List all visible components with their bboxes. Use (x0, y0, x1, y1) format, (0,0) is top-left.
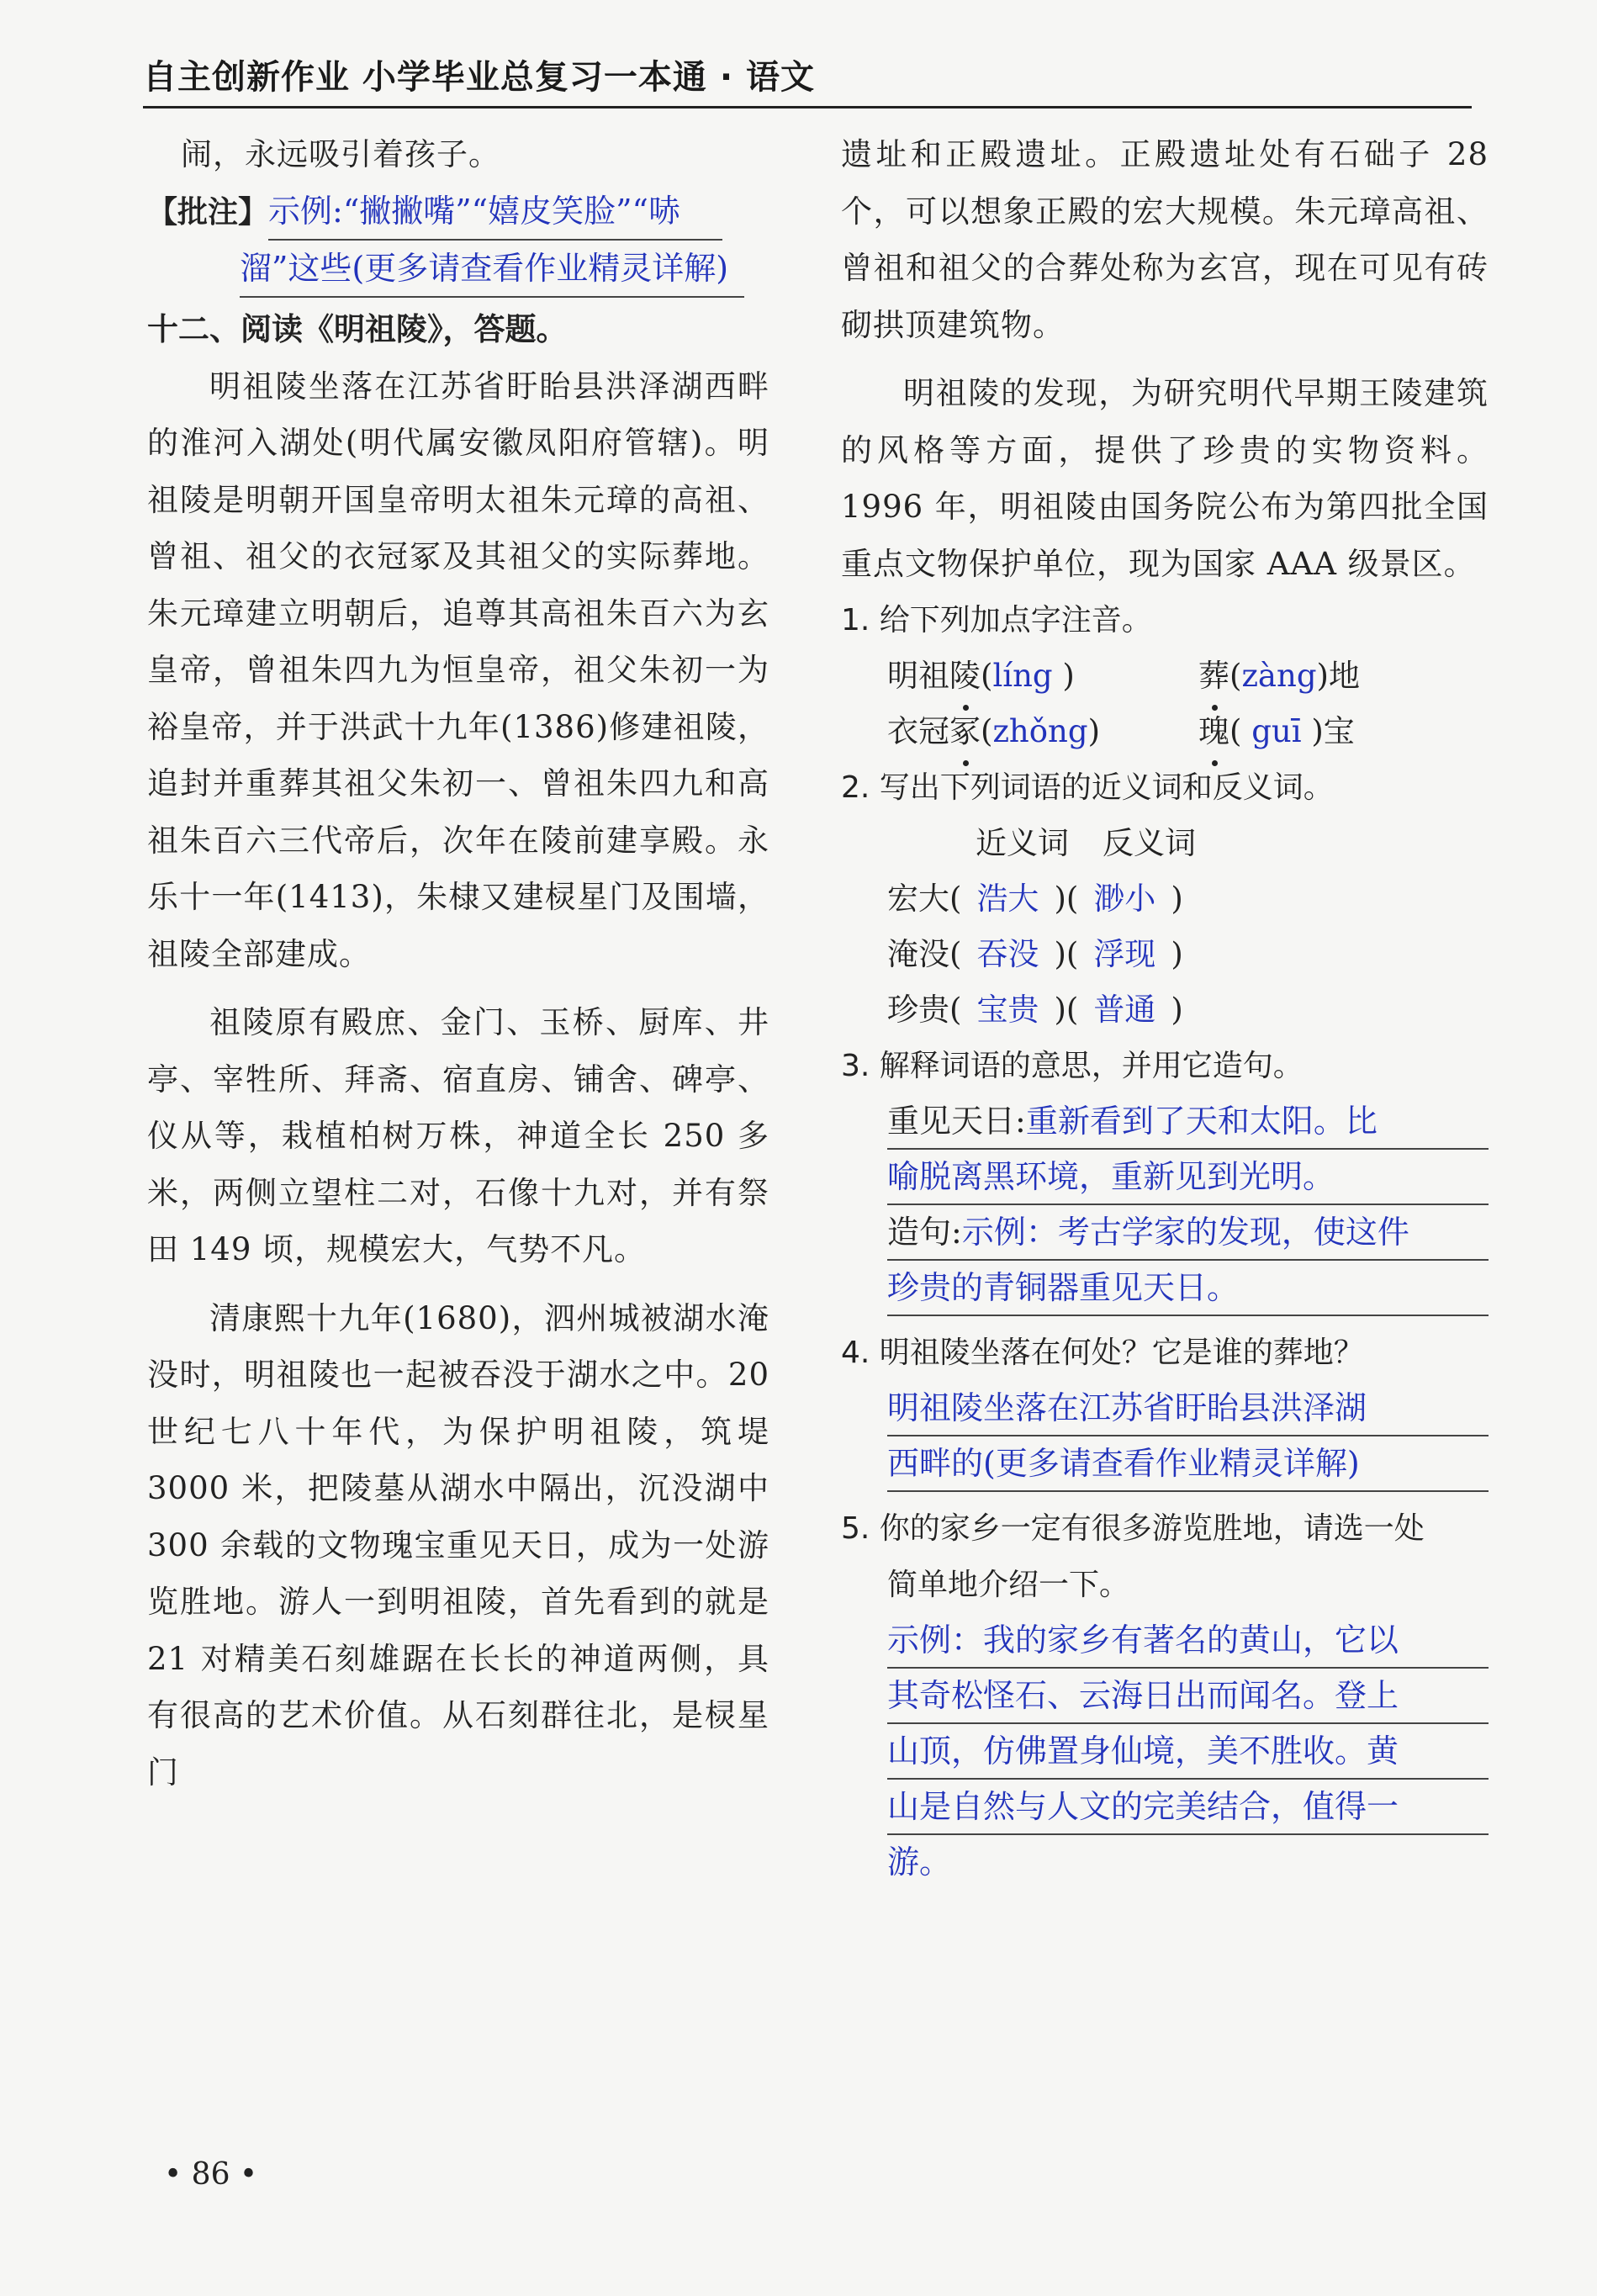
q3-meaning-line2: 喻脱离黑环境，重新见到光明。 (887, 1150, 1489, 1205)
q1-item-zang: 葬(zàng)地 (1198, 648, 1518, 704)
left-paragraph-3: 清康熙十九年(1680)，泗州城被湖水淹没时，明祖陵也一起被吞没于湖水之中。20 世纪七八十年代，为保护明祖陵，筑堤 3000 米，把陵墓从湖水中隔出，沉没湖中 300 余载的文物瑰宝重见天日，成为一处游览胜地。游人一到明祖陵，首先看到的就是 21 对精美石刻雄踞在长长的神道两侧，具有很高的艺术价值。从石刻群往北，是棂星门 (147, 1299, 769, 1791)
pinyin-answer: guī (1251, 713, 1302, 749)
pinyin-answer: líng (992, 658, 1053, 694)
q2-table (841, 871, 1489, 1038)
q1-item-zhong: 衣冠冢(zhǒng) (887, 704, 1198, 759)
right-paragraph-1: 遗址和正殿遗址。正殿遗址处有石础子 28 个，可以想象正殿的宏大规模。朱元璋高祖、曾祖和祖父的合葬处称为玄宫，现在可见有砖砌拱顶建筑物。 (841, 136, 1489, 343)
q2-header: 近义词 反义词 (976, 825, 1196, 861)
q1-item-ling: 明祖陵(líng ) (887, 648, 1198, 704)
question-4: 4. 明祖陵坐落在何处？它是谁的葬地？ (841, 1336, 1364, 1370)
q5-answer: 示例：我的家乡有著名的黄山，它以 其奇松怪石、云海日出而闻名。登上 山顶，仿佛置身仙境，美不胜收。黄 山是自然与人文的完美结合，值得一 游。 (841, 1613, 1489, 1889)
left-paragraph-1: 明祖陵坐落在江苏省盱眙县洪泽湖西畔的淮河入湖处(明代属安徽凤阳府管辖)。明祖陵是明朝开国皇帝明太祖朱元璋的高祖、曾祖、祖父的衣冠冢及其祖父的实际葬地。朱元璋建立明朝后，追尊其高祖朱百六为玄皇帝，曾祖朱四九为恒皇帝，祖父朱初一为裕皇帝，并于洪武十九年(1386)修建祖陵，追封并重葬其祖父朱初一、曾祖朱四九和高祖朱百六三代帝后，次年在陵前建享殿。永乐十一年(1413)，朱棣又建棂星门及围墙，祖陵全部建成。 (147, 368, 769, 972)
left-column (147, 126, 769, 1801)
question-1: 1. 给下列加点字注音。 (841, 603, 1152, 637)
q1-pinyin-grid (841, 648, 1489, 759)
q3-sentence-line2: 珍贵的青铜器重见天日。 (887, 1261, 1489, 1316)
annotation-label: 【批注】 (147, 194, 269, 230)
pinyin-answer: zhǒng (992, 713, 1088, 749)
q2-row: 珍贵 ( 宝贵 )( 普通 ) (887, 992, 1183, 1028)
q2-row: 宏大 ( 浩大 )( 渺小 ) (887, 881, 1183, 917)
right-paragraph-2: 明祖陵的发现，为研究明代早期王陵建筑的风格等方面，提供了珍贵的实物资料。1996 年，明祖陵由国务院公布为第四批全国重点文物保护单位，现为国家 AAA 级景区。 (841, 375, 1489, 582)
annotation-answer-line2: 溜”这些(更多请查看作业精灵详解) (240, 241, 744, 298)
left-paragraph-2: 祖陵原有殿庶、金门、玉桥、厨库、井亭、宰牲所、拜斋、宿直房、铺舍、碑亭、仪从等，栽植柏树万株，神道全长 250 多米，两侧立望柱二对，石像十九对，并有祭田 149 顷，规模宏大，气势不凡。 (147, 1004, 769, 1267)
header-rule (143, 106, 1472, 108)
question-2: 2. 写出下列词语的近义词和反义词。 (841, 770, 1334, 805)
page-number: • 86 • (164, 2157, 258, 2192)
dotted-char: 陵 (949, 648, 981, 704)
section-title: 十二、阅读《明祖陵》，答题。 (147, 310, 568, 347)
annotation-answer-line1: 示例:“撇撇嘴”“嬉皮笑脸”“哧 (268, 183, 722, 241)
q1-item-gui: 瑰( guī )宝 (1198, 704, 1518, 759)
question-5-line1: 5. 你的家乡一定有很多游览胜地，请选一处 (841, 1511, 1425, 1546)
q2-row: 淹没 ( 吞没 )( 浮现 ) (887, 936, 1183, 972)
q3-meaning-line1: 重见天日:重新看到了天和太阳。比 (887, 1094, 1489, 1150)
annotation-block (147, 183, 769, 298)
dotted-char: 瑰 (1198, 704, 1229, 759)
q4-answer: 明祖陵坐落在江苏省盱眙县洪泽湖 西畔的(更多请查看作业精灵详解) (841, 1381, 1489, 1492)
pinyin-answer: zàng (1241, 658, 1317, 694)
dotted-char: 冢 (949, 704, 981, 759)
q3-sentence-line1: 造句:示例：考古学家的发现，使这件 (887, 1205, 1489, 1261)
right-column (841, 126, 1489, 1889)
question-3: 3. 解释词语的意思，并用它造句。 (841, 1049, 1304, 1083)
left-top-line: 闹，永远吸引着孩子。 (181, 136, 500, 172)
q3-answer (841, 1094, 1489, 1316)
question-5-line2: 简单地介绍一下。 (887, 1568, 1130, 1602)
page-header: 自主创新作业 小学毕业总复习一本通 · 语文 (143, 58, 815, 97)
dotted-char: 葬 (1198, 648, 1229, 704)
